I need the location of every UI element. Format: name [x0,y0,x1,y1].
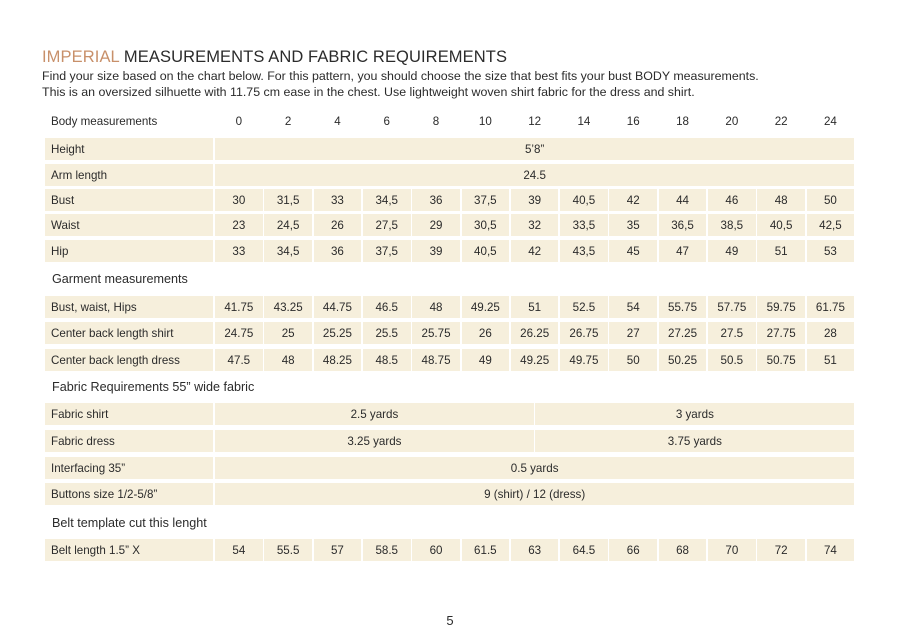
size-column-header: 22 [774,114,788,128]
garment-row-value: 59.75 [757,296,805,318]
body-row-hip-value: 45 [609,240,657,262]
fabric-row-left-value: 3.25 yards [215,430,534,452]
belt-row-value: 57 [314,539,362,561]
body-row-bust-value: 30 [215,189,263,211]
fabric-row-label: Interfacing 35” [45,457,213,479]
garment-row-value: 48.5 [363,349,411,371]
body-row-arm-length-label: Arm length [45,164,213,186]
body-row-hip-value: 39 [412,240,460,262]
fabric-row-right-value: 3 yards [535,403,854,425]
belt-row-value: 68 [659,539,707,561]
body-row-bust-value: 34,5 [363,189,411,211]
size-header-label: Body measurements [51,114,158,128]
belt-row-label: Belt length 1.5” X [45,539,213,561]
fabric-row-label: Fabric shirt [45,403,213,425]
garment-row-value: 26.25 [511,322,559,344]
title-accent: IMPERIAL [42,48,120,66]
fabric-section-title: Fabric Requirements 55” wide fabric [52,380,255,394]
garment-row-label: Center back length dress [45,349,213,371]
body-row-waist-value: 29 [412,214,460,236]
garment-row-value: 26.75 [560,322,608,344]
body-row-waist-value: 33,5 [560,214,608,236]
garment-row-value: 51 [807,349,855,371]
body-row-waist-value: 42,5 [807,214,855,236]
garment-row-value: 57.75 [708,296,756,318]
size-column-header: 20 [725,114,739,128]
garment-row-value: 24.75 [215,322,263,344]
belt-row-value: 54 [215,539,263,561]
body-row-bust-value: 33 [314,189,362,211]
body-row-waist-value: 24,5 [264,214,312,236]
body-row-arm-length-value: 24.5 [215,164,854,186]
body-row-waist-value: 38,5 [708,214,756,236]
garment-row-value: 51 [511,296,559,318]
garment-row-value: 54 [609,296,657,318]
garment-row-label: Center back length shirt [45,322,213,344]
garment-row-value: 25.75 [412,322,460,344]
body-row-waist-value: 32 [511,214,559,236]
garment-row-value: 47.5 [215,349,263,371]
body-row-bust-value: 37,5 [462,189,510,211]
size-column-header: 8 [432,114,440,128]
body-row-bust-value: 39 [511,189,559,211]
size-column-header: 16 [626,114,640,128]
body-row-waist-value: 27,5 [363,214,411,236]
body-row-hip-value: 42 [511,240,559,262]
body-row-bust-value: 46 [708,189,756,211]
fabric-row-value: 9 (shirt) / 12 (dress) [215,483,854,505]
body-row-hip-value: 36 [314,240,362,262]
garment-row-value: 44.75 [314,296,362,318]
garment-row-value: 61.75 [807,296,855,318]
body-row-bust-value: 50 [807,189,855,211]
body-row-hip-value: 33 [215,240,263,262]
belt-row-value: 63 [511,539,559,561]
body-row-hip-value: 40,5 [462,240,510,262]
garment-row-value: 48 [412,296,460,318]
size-column-header: 6 [383,114,390,128]
size-column-header: 0 [235,114,243,128]
garment-row-value: 49 [462,349,510,371]
garment-row-value: 48.25 [314,349,362,371]
body-row-hip-value: 34,5 [264,240,312,262]
body-row-hip-value: 53 [807,240,855,262]
intro-line-1: Find your size based on the chart below. For this pattern, you should choose the size that best fits your bust BODY measurements. [42,69,759,83]
size-column-header: 14 [577,114,591,128]
size-column-header: 2 [284,114,292,128]
body-row-waist-value: 36,5 [659,214,707,236]
garment-row-value: 27.75 [757,322,805,344]
garment-row-value: 27.25 [659,322,707,344]
body-row-hip-label: Hip [45,240,213,262]
garment-row-value: 55.75 [659,296,707,318]
size-column-header: 4 [334,114,341,128]
garment-row-value: 50.5 [708,349,756,371]
body-row-waist-value: 35 [609,214,657,236]
body-row-hip-value: 51 [757,240,805,262]
size-column-header: 10 [478,114,492,128]
body-row-bust-value: 48 [757,189,805,211]
body-row-waist-value: 30,5 [462,214,510,236]
body-row-bust-label: Bust [45,189,213,211]
belt-row-value: 66 [609,539,657,561]
body-row-hip-value: 47 [659,240,707,262]
belt-row-value: 60 [412,539,460,561]
garment-row-value: 41.75 [215,296,263,318]
body-row-hip-value: 43,5 [560,240,608,262]
body-row-hip-value: 37,5 [363,240,411,262]
page-title [42,48,507,67]
garment-row-value: 26 [462,322,510,344]
body-row-waist-label: Waist [45,214,213,236]
body-row-waist-value: 26 [314,214,362,236]
belt-row-value: 70 [708,539,756,561]
body-row-bust-value: 31,5 [264,189,312,211]
garment-row-value: 27 [609,322,657,344]
body-row-waist-value: 40,5 [757,214,805,236]
body-row-height-label: Height [45,138,213,160]
belt-row-value: 64.5 [560,539,608,561]
body-row-hip-value: 49 [708,240,756,262]
body-row-bust-value: 42 [609,189,657,211]
garment-row-value: 50.25 [659,349,707,371]
belt-row-value: 74 [807,539,855,561]
title-rest: MEASUREMENTS AND FABRIC REQUIREMENTS [119,48,508,66]
garment-row-value: 49.75 [560,349,608,371]
garment-section-title: Garment measurements [52,272,188,286]
body-row-bust-value: 36 [412,189,460,211]
size-column-header: 24 [823,114,837,128]
fabric-row-label: Buttons size 1/2-5/8” [45,483,213,505]
page-number: 5 [446,613,454,628]
body-row-bust-value: 40,5 [560,189,608,211]
garment-row-value: 25 [264,322,312,344]
garment-row-value: 52.5 [560,296,608,318]
belt-row-value: 58.5 [363,539,411,561]
belt-row-value: 61.5 [462,539,510,561]
intro-text [42,68,759,100]
belt-row-value: 55.5 [264,539,312,561]
garment-row-value: 43.25 [264,296,312,318]
fabric-row-value: 0.5 yards [215,457,854,479]
body-row-bust-value: 44 [659,189,707,211]
garment-row-value: 25.5 [363,322,411,344]
body-row-waist-value: 23 [215,214,263,236]
intro-line-2: This is an oversized silhuette with 11.75 cm ease in the chest. Use lightweight woven shirt fabric for the dress and shirt. [42,85,695,99]
body-row-height-value: 5’8” [215,138,854,160]
garment-row-value: 49.25 [511,349,559,371]
garment-row-value: 27.5 [708,322,756,344]
garment-row-value: 48.75 [412,349,460,371]
size-column-header: 12 [528,114,542,128]
garment-row-value: 49.25 [462,296,510,318]
garment-row-label: Bust, waist, Hips [45,296,213,318]
belt-section-title: Belt template cut this lenght [52,516,207,530]
garment-row-value: 50.75 [757,349,805,371]
garment-row-value: 50 [609,349,657,371]
garment-row-value: 48 [264,349,312,371]
garment-row-value: 25.25 [314,322,362,344]
fabric-row-label: Fabric dress [45,430,213,452]
fabric-row-right-value: 3.75 yards [535,430,854,452]
fabric-row-left-value: 2.5 yards [215,403,534,425]
garment-row-value: 28 [807,322,855,344]
belt-row-value: 72 [757,539,805,561]
size-column-header: 18 [676,114,689,128]
garment-row-value: 46.5 [363,296,411,318]
